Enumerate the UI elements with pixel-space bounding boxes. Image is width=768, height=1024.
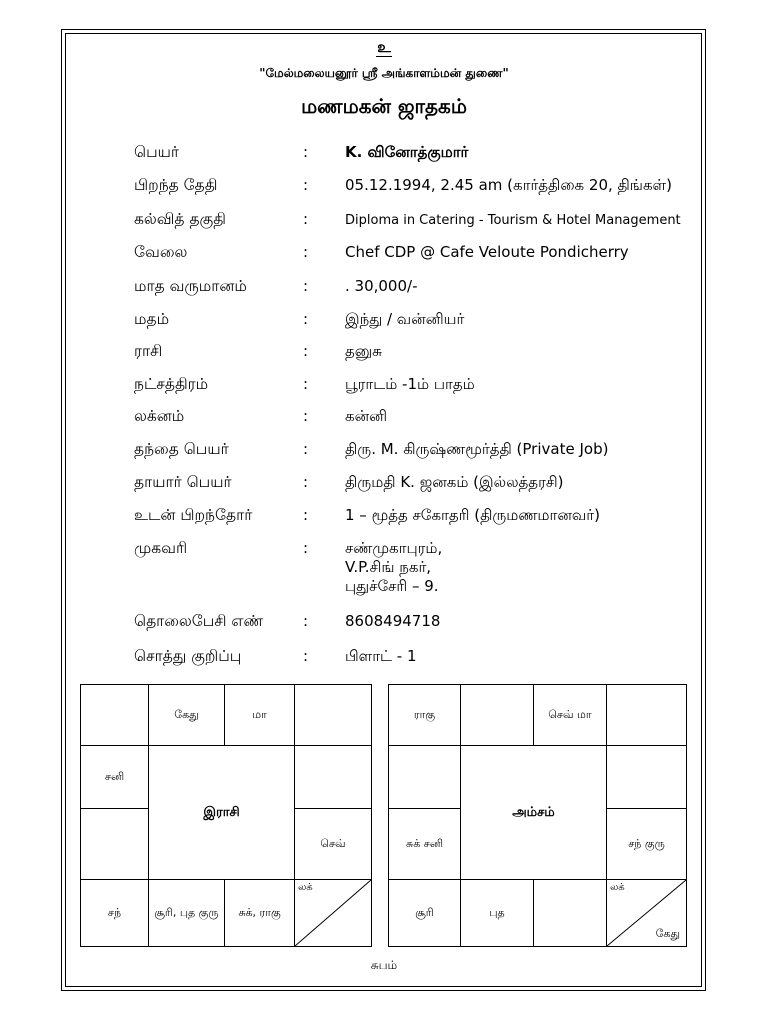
detail-row-religion <box>0 310 768 338</box>
amsam-cell: சந் குரு <box>607 809 687 880</box>
amsam-cell: சூரி <box>389 880 461 947</box>
lagna-mark: லக் <box>610 882 625 893</box>
detail-label: மதம் <box>134 310 170 328</box>
detail-colon: : <box>303 210 309 228</box>
detail-label: தாயார் பெயர் <box>134 473 232 491</box>
detail-label: பெயர் <box>134 143 179 161</box>
detail-colon: : <box>303 407 309 425</box>
amsam-cell <box>534 880 607 947</box>
amsam-cell: சுக் சனி <box>389 809 461 880</box>
rasi-cell <box>295 685 372 746</box>
detail-label: முகவரி <box>134 539 188 557</box>
detail-row-siblings <box>0 506 768 534</box>
detail-value: இந்து / வன்னியர் <box>345 310 465 328</box>
detail-label: சொத்து குறிப்பு <box>134 647 242 665</box>
detail-label: மாத வருமானம் <box>134 277 247 295</box>
detail-row-education <box>0 210 768 238</box>
detail-colon: : <box>303 612 309 630</box>
amsam-cell <box>461 685 534 746</box>
rasi-cell: மா <box>225 685 295 746</box>
document-title: மணமகன் ஜாதகம் <box>301 94 467 118</box>
amsam-cell: செவ் மா <box>534 685 607 746</box>
amsam-cell: புத <box>461 880 534 947</box>
detail-row-name <box>0 143 768 171</box>
detail-label: பிறந்த தேதி <box>134 176 218 194</box>
rasi-cell: சந் <box>81 880 149 947</box>
detail-row-property <box>0 647 768 675</box>
detail-colon: : <box>303 506 309 524</box>
detail-row-lagnam <box>0 407 768 435</box>
rasi-cell: சூரி, புத குரு <box>149 880 225 947</box>
amsam-planet: கேது <box>655 927 680 940</box>
rasi-cell <box>81 685 149 746</box>
rasi-cell <box>295 746 372 809</box>
detail-value: Diploma in Catering - Tourism & Hotel Management <box>345 213 681 228</box>
rasi-cell <box>81 809 149 880</box>
detail-value: தனுசு <box>345 342 382 360</box>
detail-row-father <box>0 440 768 468</box>
detail-label: நட்சத்திரம் <box>134 375 209 393</box>
detail-label: தொலைபேசி எண் <box>134 612 264 630</box>
rasi-cell: செவ் <box>295 809 372 880</box>
detail-colon: : <box>303 143 309 161</box>
amsam-cell: ராகு <box>389 685 461 746</box>
detail-row-job <box>0 243 768 271</box>
detail-row-phone <box>0 612 768 640</box>
detail-value: பூராடம் -1ம் பாதம் <box>345 375 475 393</box>
address-value <box>345 539 442 596</box>
detail-colon: : <box>303 473 309 491</box>
rasi-chart <box>80 684 372 947</box>
detail-row-birth-date <box>0 176 768 204</box>
detail-value: திருமதி K. ஜனகம் (இல்லத்தரசி) <box>345 473 564 491</box>
footer-auspicious: சுபம் <box>370 958 398 972</box>
detail-label: ராசி <box>134 342 163 360</box>
detail-colon: : <box>303 647 309 665</box>
detail-label: வேலை <box>134 243 188 261</box>
lagna-mark: லக் <box>298 882 313 893</box>
detail-row-star <box>0 375 768 403</box>
detail-colon: : <box>303 176 309 194</box>
amsam-cell <box>607 746 687 809</box>
detail-colon: : <box>303 243 309 261</box>
symbol-underline <box>376 56 392 57</box>
detail-row-rasi <box>0 342 768 370</box>
detail-row-income <box>0 277 768 305</box>
amsam-lagna-cell <box>607 880 687 947</box>
rasi-cell: கேது <box>149 685 225 746</box>
rasi-lagna-cell <box>295 880 372 947</box>
address-line: V.P.சிங் நகர், <box>345 558 432 576</box>
amsam-chart <box>388 684 687 947</box>
detail-value: 1 – மூத்த சகோதரி (திருமணமானவர்) <box>345 506 600 524</box>
detail-label: தந்தை பெயர் <box>134 440 229 458</box>
detail-value: திரு. M. கிருஷ்ணமூர்த்தி (Private Job) <box>345 440 609 458</box>
detail-colon: : <box>303 277 309 295</box>
detail-colon: : <box>303 440 309 458</box>
detail-value: 8608494718 <box>345 612 441 630</box>
detail-row-mother <box>0 473 768 501</box>
rasi-cell: சனி <box>81 746 149 809</box>
pillaiyar-suzhi-symbol: உ <box>377 38 391 56</box>
amsam-cell <box>607 685 687 746</box>
address-line: புதுச்சேரி – 9. <box>345 577 439 595</box>
detail-value: 05.12.1994, 2.45 am (கார்த்திகை 20, திங்கள்) <box>345 176 672 194</box>
detail-label: உடன் பிறந்தோர் <box>134 506 253 524</box>
address-line: சண்முகாபுரம், <box>345 539 443 557</box>
detail-row-address <box>0 539 768 603</box>
detail-value: கன்னி <box>345 407 388 425</box>
detail-value: K. வினோத்குமார் <box>345 143 469 161</box>
detail-colon: : <box>303 310 309 328</box>
detail-value: பிளாட் - 1 <box>345 647 417 665</box>
detail-colon: : <box>303 539 309 557</box>
detail-value: Chef CDP @ Cafe Veloute Pondicherry <box>345 243 629 261</box>
amsam-center-label: அம்சம் <box>461 746 607 880</box>
detail-value: . 30,000/- <box>345 277 418 295</box>
amsam-cell <box>389 746 461 809</box>
rasi-cell: சுக், ராகு <box>225 880 295 947</box>
detail-colon: : <box>303 375 309 393</box>
detail-label: கல்வித் தகுதி <box>134 210 226 228</box>
detail-label: லக்னம் <box>134 407 185 425</box>
rasi-center-label: இராசி <box>149 746 295 880</box>
blessing-line: "மேல்மலையனூர் ஸ்ரீ அங்காளம்மன் துணை" <box>259 66 509 80</box>
detail-colon: : <box>303 342 309 360</box>
